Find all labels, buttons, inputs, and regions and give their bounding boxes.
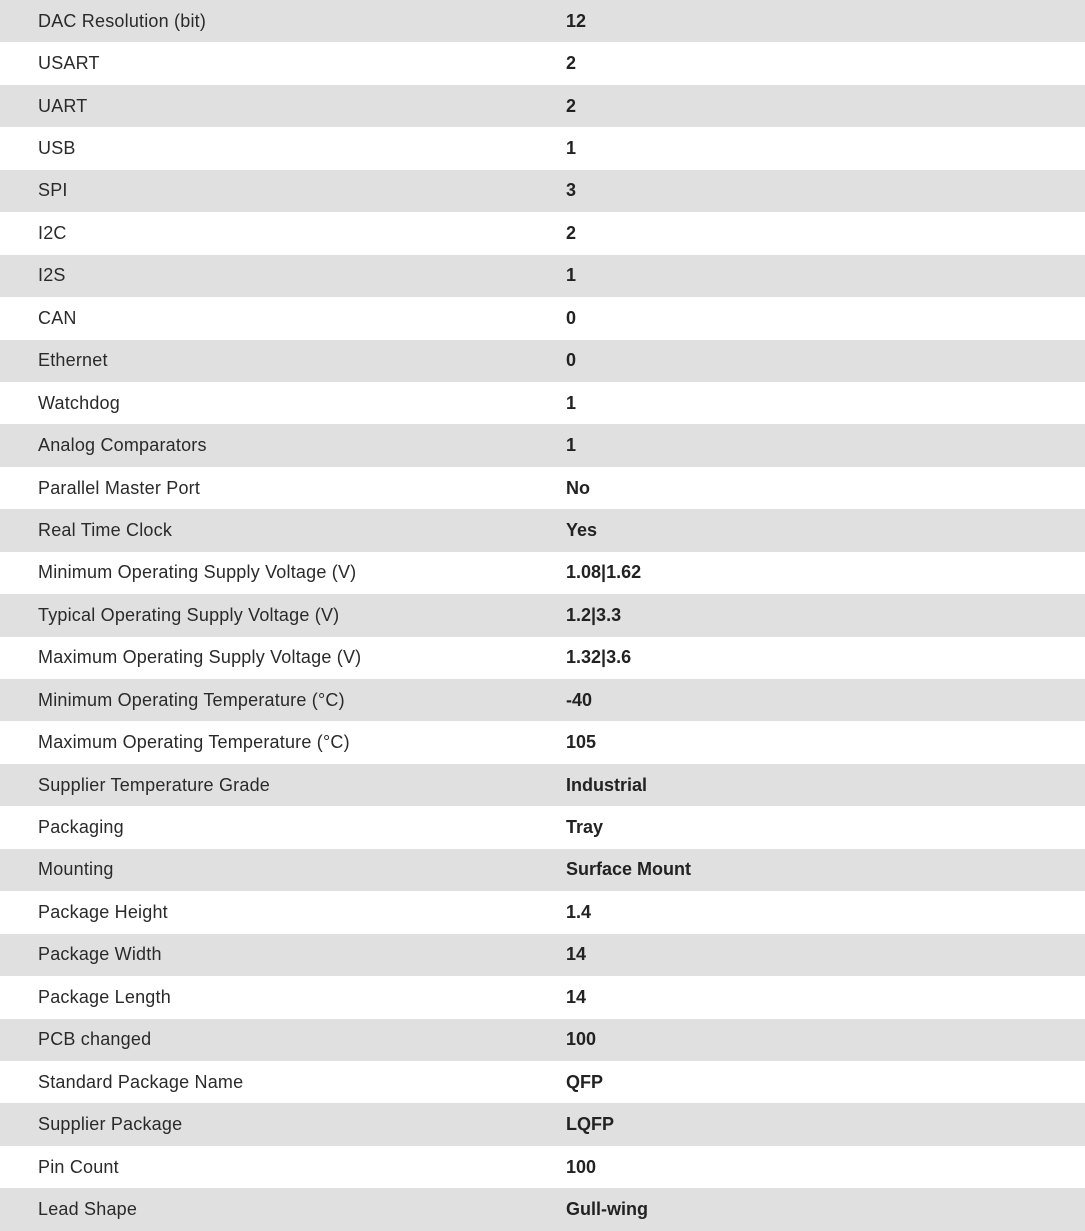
spec-label: Parallel Master Port — [38, 477, 201, 498]
spec-row-parallel-master-port — [0, 467, 1085, 509]
spec-label: Ethernet — [38, 350, 108, 371]
spec-value: 100 — [566, 1029, 597, 1050]
spec-value: 1 — [566, 435, 577, 456]
spec-value: 2 — [566, 53, 577, 74]
spec-label: USB — [38, 138, 76, 159]
spec-row-mounting — [0, 849, 1085, 891]
spec-label: Standard Package Name — [38, 1071, 244, 1092]
spec-value: No — [566, 477, 590, 498]
spec-value: 0 — [566, 350, 577, 371]
spec-label: I2C — [38, 222, 67, 243]
spec-row-i2s — [0, 255, 1085, 297]
spec-row-package-length — [0, 976, 1085, 1018]
spec-label: Pin Count — [38, 1156, 119, 1177]
spec-row-standard-package-name — [0, 1061, 1085, 1103]
spec-label: USART — [38, 53, 100, 74]
spec-value: 1.4 — [566, 901, 592, 922]
spec-row-analog-comparators — [0, 424, 1085, 466]
spec-value: 1.2|3.3 — [566, 604, 622, 625]
spec-label: Minimum Operating Temperature (°C) — [38, 689, 345, 710]
spec-label: Package Width — [38, 944, 162, 965]
spec-label: Supplier Temperature Grade — [38, 774, 270, 795]
spec-value: 105 — [566, 732, 597, 753]
spec-label: Maximum Operating Supply Voltage (V) — [38, 647, 362, 668]
spec-row-ethernet — [0, 340, 1085, 382]
spec-row-uart — [0, 85, 1085, 127]
spec-row-min-supply-voltage — [0, 552, 1085, 594]
spec-row-pcb-changed — [0, 1019, 1085, 1061]
spec-value: 14 — [566, 944, 587, 965]
spec-row-max-supply-voltage — [0, 637, 1085, 679]
spec-label: I2S — [38, 265, 66, 286]
spec-value: Yes — [566, 519, 598, 540]
spec-row-typ-supply-voltage — [0, 594, 1085, 636]
spec-value: 100 — [566, 1156, 597, 1177]
spec-value: 14 — [566, 986, 587, 1007]
spec-row-packaging — [0, 806, 1085, 848]
spec-row-i2c — [0, 212, 1085, 254]
spec-value: 1 — [566, 265, 577, 286]
spec-value: LQFP — [566, 1114, 614, 1135]
spec-value: 2 — [566, 222, 577, 243]
spec-value: QFP — [566, 1071, 604, 1092]
spec-label: Typical Operating Supply Voltage (V) — [38, 604, 340, 625]
spec-value: 1.32|3.6 — [566, 647, 632, 668]
spec-label: PCB changed — [38, 1029, 152, 1050]
spec-row-spi — [0, 170, 1085, 212]
spec-value: 3 — [566, 180, 577, 201]
spec-row-package-width — [0, 934, 1085, 976]
spec-row-real-time-clock — [0, 509, 1085, 551]
spec-row-usb — [0, 127, 1085, 169]
spec-value: 1.08|1.62 — [566, 562, 642, 583]
spec-label: Package Height — [38, 901, 168, 922]
spec-row-supplier-package — [0, 1103, 1085, 1145]
spec-label: Supplier Package — [38, 1114, 183, 1135]
spec-value: Industrial — [566, 774, 648, 795]
spec-row-can — [0, 297, 1085, 339]
spec-row-temperature-grade — [0, 764, 1085, 806]
spec-value: 0 — [566, 307, 577, 328]
spec-label: Packaging — [38, 817, 124, 838]
spec-label: Minimum Operating Supply Voltage (V) — [38, 562, 357, 583]
spec-value: 2 — [566, 95, 577, 116]
spec-row-lead-shape — [0, 1188, 1085, 1230]
spec-value: Tray — [566, 817, 604, 838]
spec-label: UART — [38, 95, 88, 116]
spec-row-package-height — [0, 891, 1085, 933]
spec-label: DAC Resolution (bit) — [38, 10, 207, 31]
spec-value: Gull-wing — [566, 1198, 648, 1219]
spec-value: 1 — [566, 392, 577, 413]
spec-label: Real Time Clock — [38, 519, 173, 540]
spec-label: Mounting — [38, 859, 114, 880]
spec-row-watchdog — [0, 382, 1085, 424]
spec-label: Lead Shape — [38, 1198, 138, 1219]
spec-value: 12 — [566, 10, 587, 31]
spec-row-max-temperature — [0, 721, 1085, 763]
spec-row-pin-count — [0, 1146, 1085, 1188]
spec-label: Package Length — [38, 986, 171, 1007]
spec-row-min-temperature — [0, 679, 1085, 721]
spec-label: Maximum Operating Temperature (°C) — [38, 732, 350, 753]
spec-value: Surface Mount — [566, 859, 692, 880]
spec-row-usart — [0, 42, 1085, 84]
spec-label: Analog Comparators — [38, 435, 207, 456]
spec-value: 1 — [566, 138, 577, 159]
spec-label: CAN — [38, 307, 77, 328]
spec-value: -40 — [566, 689, 593, 710]
spec-label: Watchdog — [38, 392, 120, 413]
spec-label: SPI — [38, 180, 68, 201]
spec-row-dac-resolution — [0, 0, 1085, 42]
